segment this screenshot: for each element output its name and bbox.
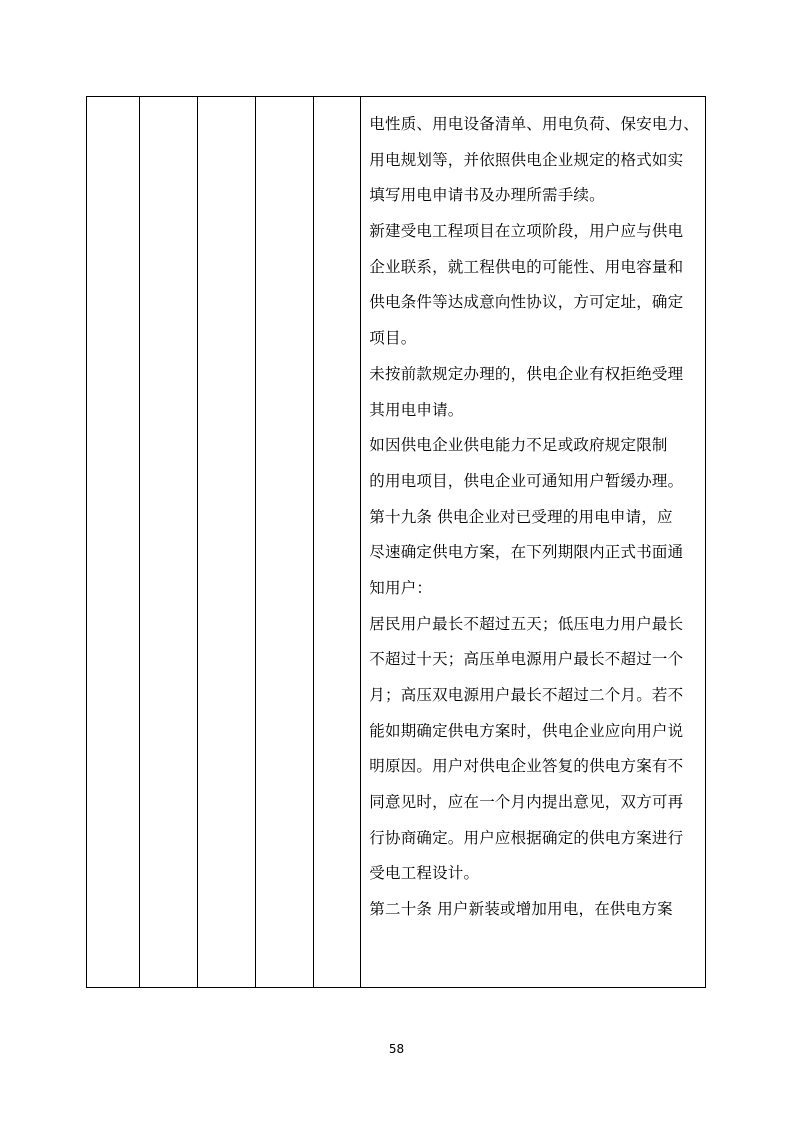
content-line: 企业联系，就工程供电的可能性、用电容量和 xyxy=(369,257,684,276)
content-line: 新建受电工程项目在立项阶段，用户应与供电 xyxy=(369,222,684,241)
content-line: 未按前款规定办理的，供电企业有权拒绝受理 xyxy=(369,364,684,383)
page-number: 58 xyxy=(388,1042,405,1056)
table-column-3 xyxy=(198,97,256,987)
content-line: 不超过十天；高压单电源用户最长不超过一个 xyxy=(369,650,684,669)
content-line: 填写用电申请书及办理所需手续。 xyxy=(369,186,605,205)
content-line: 尽速确定供电方案，在下列期限内正式书面通 xyxy=(369,543,684,562)
content-line: 能如期确定供电方案时，供电企业应向用户说 xyxy=(369,721,684,740)
content-line: 知用户： xyxy=(369,578,433,597)
content-line: 电性质、用电设备清单、用电负荷、保安电力、 xyxy=(369,115,699,133)
content-line: 第二十条 用户新装或增加用电，在供电方案 xyxy=(369,900,673,919)
content-line: 项目。 xyxy=(369,329,417,348)
table-column-2 xyxy=(140,97,198,987)
table-column-5 xyxy=(314,97,361,987)
content-line: 第十九条 供电企业对已受理的用电申请，应 xyxy=(369,507,673,526)
content-line: 受电工程设计。 xyxy=(369,864,480,883)
content-line: 行协商确定。用户应根据确定的供电方案进行 xyxy=(369,828,684,847)
content-line: 月；高压双电源用户最长不超过二个月。若不 xyxy=(369,686,684,704)
content-line: 如因供电企业供电能力不足或政府规定限制 xyxy=(369,436,668,455)
table-column-4 xyxy=(256,97,314,987)
content-line: 同意见时，应在一个月内提出意见，双方可再 xyxy=(369,793,684,812)
content-line: 的用电项目，供电企业可通知用户暂缓办理。 xyxy=(369,471,684,490)
regulation-table xyxy=(86,96,706,988)
content-line: 用电规划等，并依照供电企业规定的格式如实 xyxy=(369,150,684,169)
table-content-cell xyxy=(361,97,705,987)
table-column-1 xyxy=(87,97,140,987)
content-line: 其用电申请。 xyxy=(369,400,464,419)
content-line: 居民用户最长不超过五天；低压电力用户最长 xyxy=(369,614,684,633)
content-line: 明原因。用户对供电企业答复的供电方案有不 xyxy=(369,757,684,776)
content-line: 供电条件等达成意向性协议，方可定址，确定 xyxy=(369,293,684,312)
